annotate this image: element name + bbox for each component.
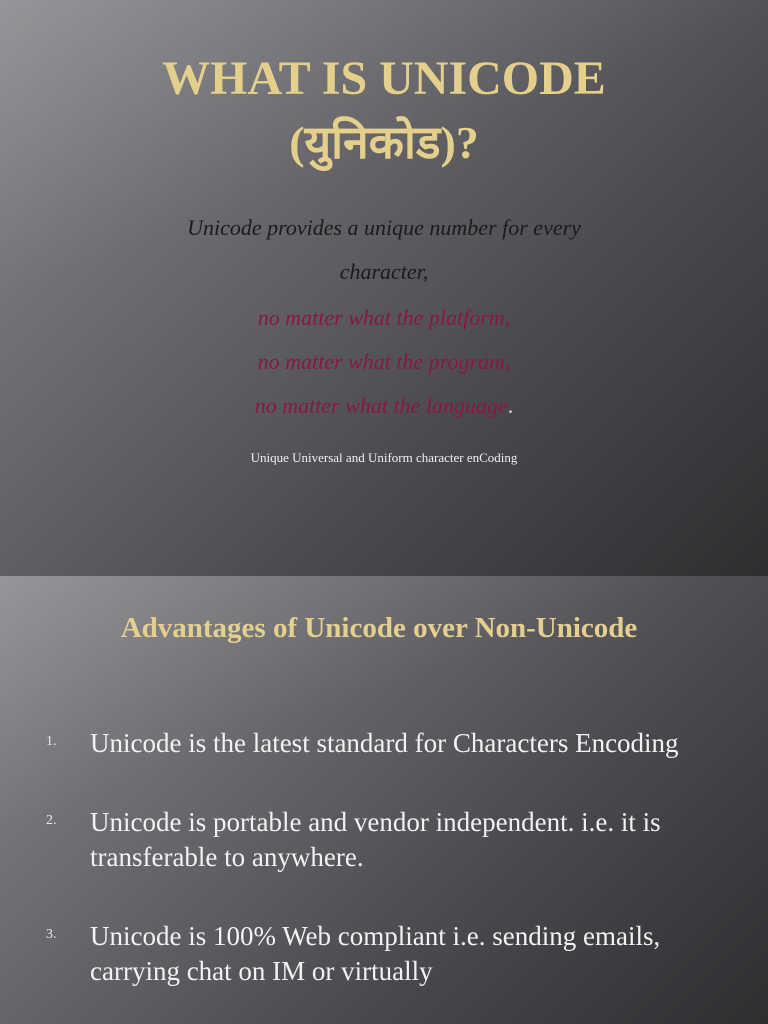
list-item-number: 2. bbox=[46, 813, 57, 828]
title-line-1: WHAT IS UNICODE bbox=[162, 52, 606, 105]
emphasis-text bbox=[0, 296, 768, 428]
emphasis-period: . bbox=[507, 393, 514, 418]
list-item-number: 1. bbox=[46, 734, 57, 749]
emphasis-line-1: no matter what the platform, bbox=[257, 305, 511, 330]
emphasis-line-3 bbox=[0, 384, 768, 428]
intro-text bbox=[0, 206, 768, 294]
advantages-list bbox=[0, 726, 740, 1024]
list-item-text: Unicode is the latest standard for Characters Encoding bbox=[90, 728, 679, 758]
list-item-text: Unicode is portable and vendor independent. i.e. it is transferable to anywhere. bbox=[90, 807, 661, 872]
footnote: Unique Universal and Uniform character enCoding bbox=[250, 450, 518, 465]
list-item-text: Unicode is 100% Web compliant i.e. sending emails, carrying chat on IM or virtually bbox=[90, 921, 661, 986]
emphasis-line-2: no matter what the program, bbox=[257, 349, 511, 374]
slide-advantages bbox=[0, 576, 768, 1024]
title-line-2: (युनिकोड)? bbox=[289, 117, 479, 168]
slide-title: Advantages of Unicode over Non-Unicode bbox=[120, 612, 638, 644]
list-item bbox=[0, 805, 740, 875]
slide-title bbox=[0, 52, 768, 170]
emphasis-line-3-text: no matter what the language bbox=[254, 393, 508, 418]
list-item-number: 3. bbox=[46, 927, 57, 942]
intro-line-1: Unicode provides a unique number for every bbox=[187, 215, 581, 240]
list-item bbox=[0, 919, 740, 989]
intro-line-2: character, bbox=[339, 259, 429, 284]
list-item bbox=[0, 726, 740, 761]
